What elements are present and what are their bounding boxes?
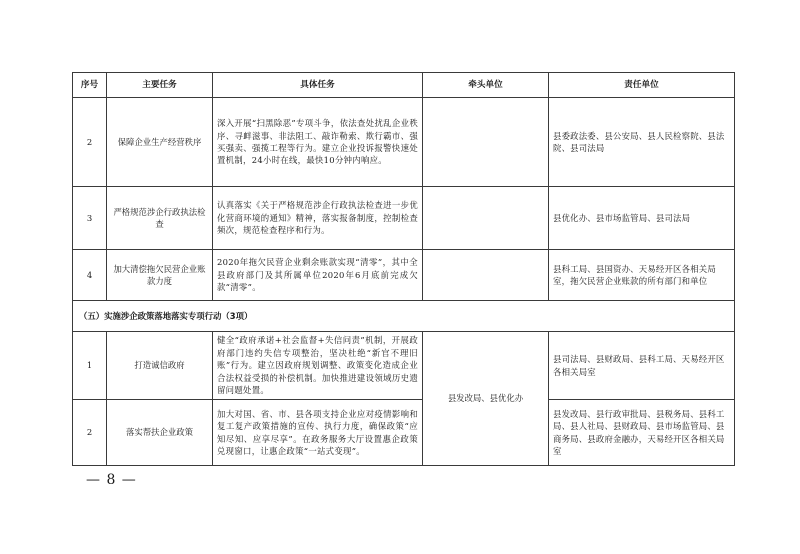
row-responsible-unit: 县科工局、县国资办、天易经开区各相关局室，拖欠民营企业账款的所有部门和单位 — [549, 250, 735, 301]
row-responsible-unit: 县优化办、县市场监管局、县司法局 — [549, 187, 735, 250]
table-header-row — [73, 73, 735, 98]
row-specific-task: 加大对国、省、市、县各项支持企业应对疫情影响和复工复产政策措施的宣传、执行力度，确保政策“应知尽知、应享尽享”。在政务服务大厅设置惠企政策兑现窗口，让惠企政策“一站式变现”。 — [213, 400, 423, 466]
row-specific-task: 深入开展“扫黑除恶”专项斗争，依法查处扰乱企业秩序、寻衅滋事、非法阻工、敲诈勒索、欺行霸市、强买强卖、强揽工程等行为。建立企业投诉报警快速处置机制，24小时在线，最快10分钟内响应。 — [213, 98, 423, 187]
row-serial-number: 3 — [73, 187, 107, 250]
table-row — [73, 187, 735, 250]
row-lead-unit — [423, 187, 549, 250]
row-main-task: 落实帮扶企业政策 — [107, 400, 213, 466]
section-row — [73, 301, 735, 332]
header-responsible-unit: 责任单位 — [549, 73, 735, 98]
row-lead-unit — [423, 250, 549, 301]
header-main-task: 主要任务 — [107, 73, 213, 98]
table-row — [73, 250, 735, 301]
header-specific-task: 具体任务 — [213, 73, 423, 98]
row-serial-number: 2 — [73, 400, 107, 466]
row-lead-unit: 县发改局、县优化办 — [423, 332, 549, 466]
row-specific-task: 2020年拖欠民营企业剩余账款实现“清零”，其中全县政府部门及其所属单位2020年6月底前完成欠款“清零”。 — [213, 250, 423, 301]
table-row — [73, 400, 735, 466]
row-serial-number: 1 — [73, 332, 107, 400]
row-lead-unit — [423, 98, 549, 187]
row-main-task: 严格规范涉企行政执法检查 — [107, 187, 213, 250]
row-main-task: 保障企业生产经营秩序 — [107, 98, 213, 187]
page-number: — 8 — — [86, 472, 137, 488]
row-main-task: 打造诚信政府 — [107, 332, 213, 400]
header-lead-unit: 牵头单位 — [423, 73, 549, 98]
row-responsible-unit: 县发改局、县行政审批局、县税务局、县科工局、县人社局、县财政局、县市场监管局、县商务局、县政府金融办，天易经开区各相关局室 — [549, 400, 735, 466]
row-serial-number: 2 — [73, 98, 107, 187]
row-responsible-unit: 县委政法委、县公安局、县人民检察院、县法院、县司法局 — [549, 98, 735, 187]
table-row — [73, 332, 735, 400]
table-row — [73, 98, 735, 187]
section-title: （五）实施涉企政策落地落实专项行动（3项） — [73, 301, 735, 332]
row-specific-task: 认真落实《关于严格规范涉企行政执法检查进一步优化营商环境的通知》精神，落实报备制度，控制检查频次，规范检查程序和行为。 — [213, 187, 423, 250]
row-specific-task: 健全“政府承诺+社会监督+失信问责”机制，开展政府部门违约失信专项整治，坚决杜绝“新官不理旧账”行为。建立因政府规划调整、政策变化造成企业合法权益受损的补偿机制。加快推进建设领域历史遗留问题处置。 — [213, 332, 423, 400]
row-responsible-unit: 县司法局、县财政局、县科工局、天易经开区各相关局室 — [549, 332, 735, 400]
row-main-task: 加大清偿拖欠民营企业账款力度 — [107, 250, 213, 301]
header-serial-number: 序号 — [73, 73, 107, 98]
row-serial-number: 4 — [73, 250, 107, 301]
task-table — [72, 72, 735, 466]
